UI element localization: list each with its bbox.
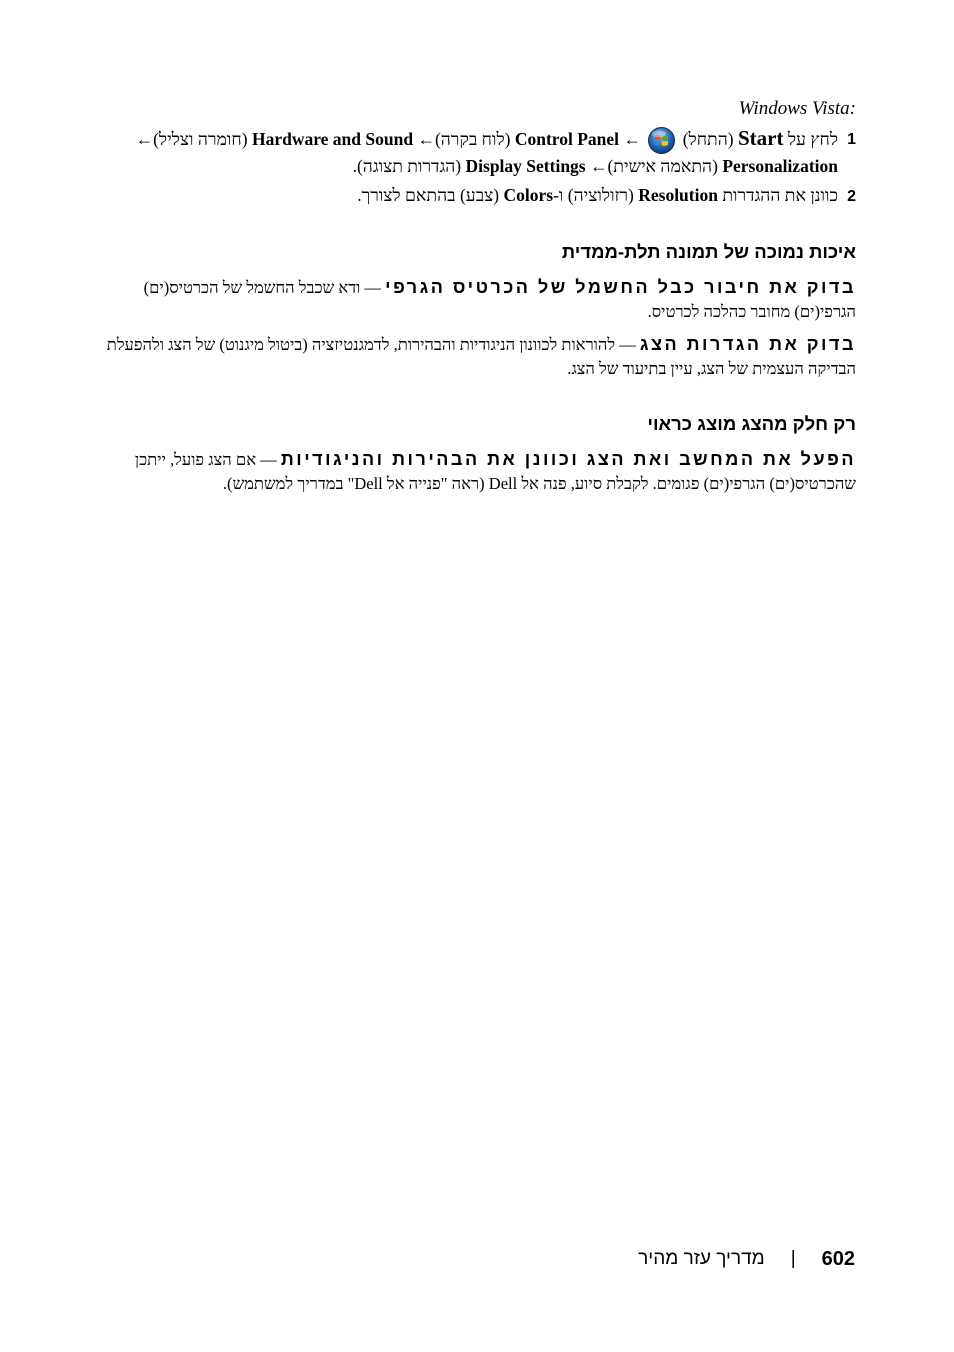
start-translation: (התחל): [682, 129, 734, 149]
personalization-term: Personalization: [722, 156, 838, 177]
footer-separator: |: [790, 1248, 796, 1269]
resolution-translation: (רזולוציה) ו-: [553, 185, 634, 206]
arrow: ←: [417, 129, 435, 149]
start-term: Start: [738, 126, 784, 150]
paragraph-text: — אם הצג פועל, ייתכן שהכרטיס(ים) הגרפי(ים) פגומים. לקבלת סיוע, פנה אל Dell (ראה "פנייה אל Dell" במדריך למשתמש).: [134, 450, 856, 494]
hardware-sound-term: Hardware and Sound: [251, 129, 414, 149]
section-heading-partial-display: רק חלק מהצג מוצג כראוי: [647, 413, 856, 435]
paragraph-turn-on-adjust: [96, 447, 856, 496]
page-footer: [638, 1246, 855, 1272]
step-text: [96, 183, 838, 209]
adjust-text: כוונן את ההגדרות: [722, 185, 838, 206]
arrow: ←: [135, 129, 154, 149]
paragraph-lead: בדוק את חיבור כבל החשמל של הכרטיס הגרפי: [385, 277, 856, 298]
page-content: [96, 96, 856, 504]
arrow: ←: [589, 156, 608, 177]
step-number: 2: [847, 188, 856, 206]
colors-translation: (צבע) בהתאם לצורך.: [357, 185, 500, 206]
step-1: [96, 126, 856, 179]
paragraph-check-power-cable: [96, 275, 856, 324]
control-panel-translation: (לוח בקרה): [434, 129, 511, 149]
paragraph-check-monitor-settings: [96, 332, 856, 381]
control-panel-term: Control Panel: [514, 129, 620, 149]
footer-title: מדריך עזר מהיר: [638, 1248, 765, 1269]
colors-term: Colors: [503, 185, 554, 206]
paragraph-lead: הפעל את המחשב ואת הצג וכוונן את הבהירות והניגודיות: [280, 449, 856, 470]
step-number: 1: [847, 131, 856, 148]
step-2: [96, 183, 856, 209]
section-heading-3d-quality: איכות נמוכה של תמונה תלת-ממדית: [561, 241, 856, 263]
windows-start-orb-icon: [648, 127, 675, 154]
hardware-sound-translation: (חומרה וצליל): [153, 129, 248, 149]
personalization-translation: (התאמה אישית): [607, 156, 718, 177]
click-on-text: לחץ על: [787, 129, 838, 149]
paragraph-text: — ודא שכבל החשמל של הכרטיס(ים) הגרפי(ים) מחובר כהלכה לכרטיס.: [143, 278, 856, 322]
paragraph-text: — להוראות לכוונון הניגודיות והבהירות, לדמגנטיזציה (ביטול מיגנוט) של הצג ולהפעלת הבדיקה העצמית של הצג, עיין בתיעוד של הצג.: [106, 335, 856, 379]
page-number: 602: [821, 1248, 855, 1270]
arrow: ←: [623, 129, 641, 149]
step-text: [96, 126, 838, 179]
os-label: :Windows Vista: [738, 98, 856, 119]
display-settings-translation: (הגדרות תצוגה).: [352, 156, 462, 177]
display-settings-term: Display Settings: [465, 156, 586, 177]
paragraph-lead: בדוק את הגדרות הצג: [639, 334, 856, 355]
resolution-term: Resolution: [638, 185, 718, 206]
